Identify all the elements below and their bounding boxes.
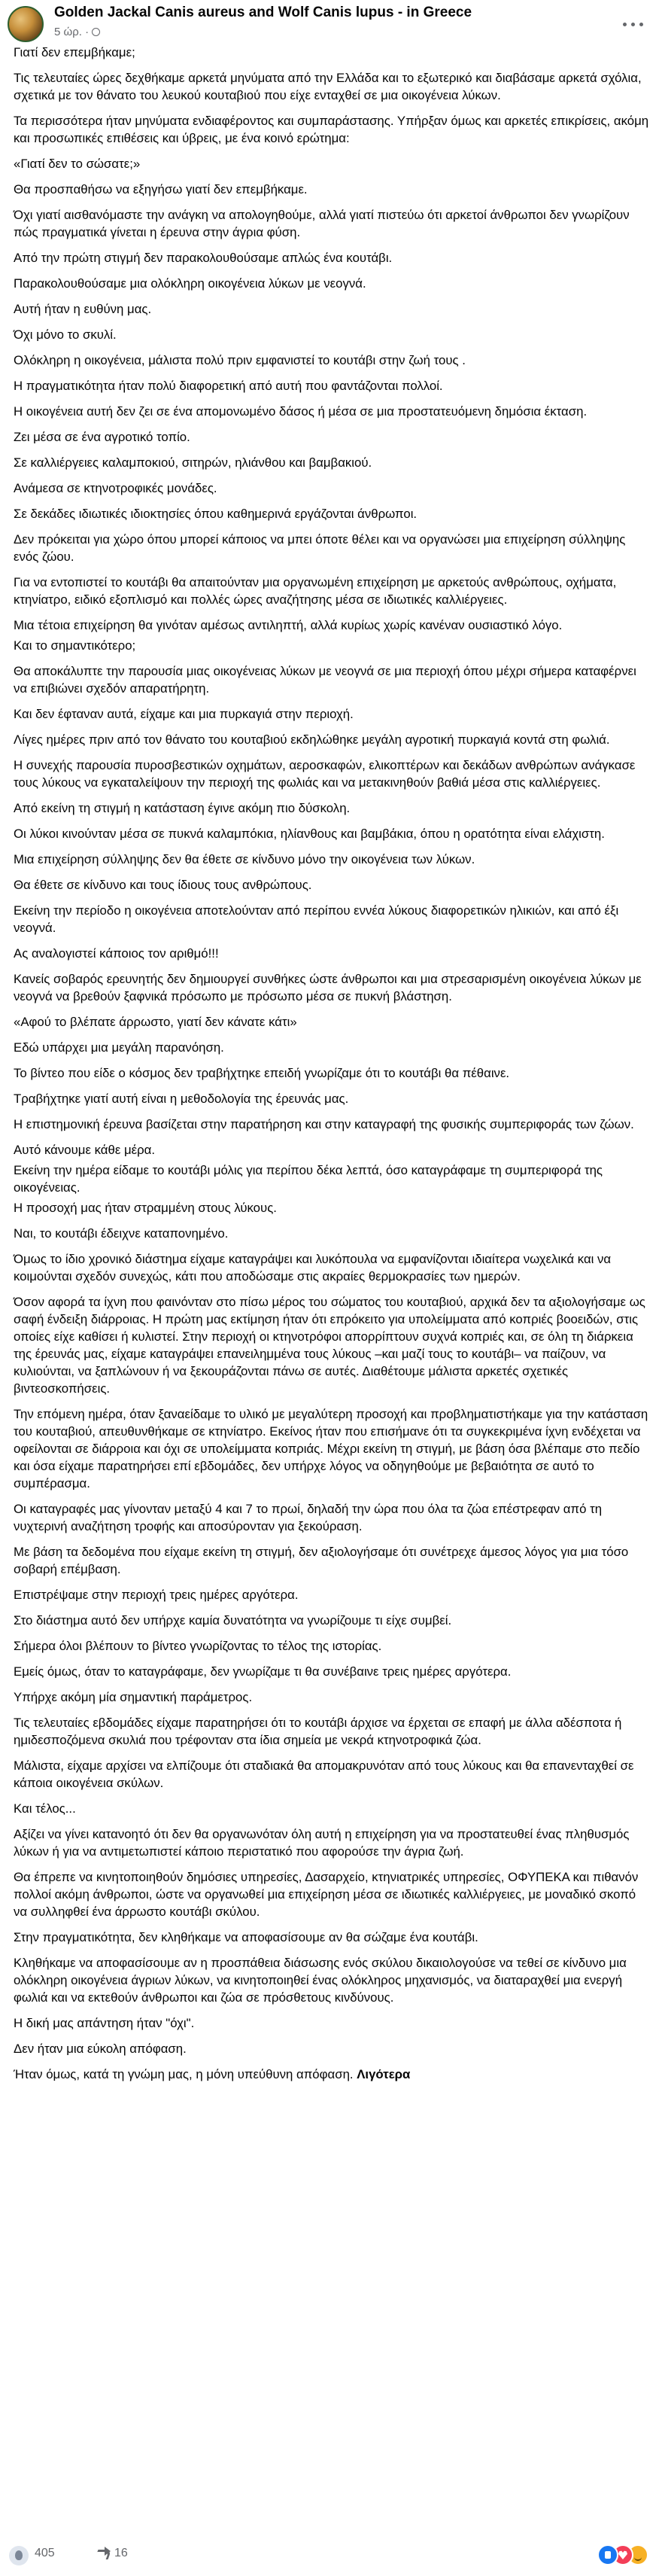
post-paragraph: Τις τελευταίες ώρες δεχθήκαμε αρκετά μηνύματα από την Ελλάδα και το εξωτερικό και διαβάσαμε αρκετά σχόλια, σχετικά με τον θάνατο του λευκού κουταβιού που είχε ενταχθεί σε μια οικογένεια λύκων. (14, 71, 642, 102)
post-paragraph: Όχι μόνο το σκυλί. (14, 327, 117, 342)
post-paragraph: Παρακολουθούσαμε μια ολόκληρη οικογένεια λύκων με νεογνά. (14, 276, 366, 291)
post-paragraph: Και το σημαντικότερο; (14, 638, 136, 653)
post-paragraph: Η οικογένεια αυτή δεν ζει σε ένα απομονωμένο δάσος ή μέσα σε μια προστατευόμενη δημόσια έκταση. (14, 404, 588, 419)
post-time[interactable]: 5 ώρ. · (54, 26, 90, 38)
more-options-icon[interactable] (617, 11, 650, 38)
post-paragraph: Αξίζει να γίνει κατανοητό ότι δεν θα οργανωνόταν όλη αυτή η επιχείρηση για να προστατευθεί ένας πληθυσμός λύκων ή για να αντιμετωπιστεί κάποιο περιστατικό που αφορούσε την άγρια ζωή. (14, 1827, 630, 1859)
post-paragraph: Όχι γιατί αισθανόμαστε την ανάγκη να απολογηθούμε, αλλά γιατί πιστεύω ότι αρκετοί άνθρωποι δεν γνωρίζουν πώς πραγματικά γίνεται η έρευνα στην άγρια φύση. (14, 208, 630, 239)
post-paragraph: Επιστρέψαμε στην περιοχή τρεις ημέρες αργότερα. (14, 1588, 299, 1602)
post-paragraph: Οι λύκοι κινούνταν μέσα σε πυκνά καλαμπόκια, ηλίανθους και βαμβάκια, όπου η ορατότητα είναι ελάχιστη. (14, 827, 605, 841)
post-paragraph: Γιατί δεν επεμβήκαμε; (14, 45, 135, 59)
post-paragraph: Εδώ υπάρχει μια μεγάλη παρανόηση. (14, 1040, 224, 1055)
post-paragraph: Για να εντοπιστεί το κουτάβι θα απαιτούνταν μια οργανωμένη επιχείρηση με αρκετούς ανθρώπους, οχήματα, κτηνίατρο, ειδικό εξοπλισμό και πολλές ώρες αναζήτησης μέσα σε ιδιωτικές καλλιέργειες. (14, 575, 617, 607)
post-paragraph: Θα έπρεπε να κινητοποιηθούν δημόσιες υπηρεσίες, Δασαρχείο, κτηνιατρικές υπηρεσίες, ΟΦΥΠΕΚΑ και πιθανόν πολλοί ακόμη άνθρωποι, ώστε να οργανωθεί μια επιχείρηση μέσα σε ιδιωτικές καλλιέργειες, με μοναδικό σκοπό να συλληφθεί ένα άρρωστο κουτάβι σκύλου. (14, 1870, 639, 1919)
post-paragraph: Με βάση τα δεδομένα που είχαμε εκείνη τη στιγμή, δεν αξιολογήσαμε ότι συνέτρεχε άμεσος λόγος για μια τόσο σοβαρή επέμβαση. (14, 1545, 629, 1576)
post-paragraph: Η συνεχής παρουσία πυροσβεστικών οχημάτων, αεροσκαφών, ελικοπτέρων και δεκάδων ανθρώπων ανάγκασε τους λύκους να εγκαταλείψουν την περιοχή της φωλιάς και να μετακινηθούν βαθιά μέσα στις καλλιέργειες. (14, 758, 636, 790)
post-paragraph: Οι καταγραφές μας γίνονταν μεταξύ 4 και 7 το πρωί, δηλαδή την ώρα που όλα τα ζώα επέστρεφαν από τη νυχτερινή αναζήτηση τροφής και αποσύρονταν για ξεκούραση. (14, 1502, 603, 1533)
post-last-paragraph (14, 2066, 650, 2083)
post-paragraph: Στην πραγματικότητα, δεν κληθήκαμε να αποφασίσουμε αν θα σώζαμε ένα κουτάβι. (14, 1930, 478, 1944)
post-paragraph: Το βίντεο που είδε ο κόσμος δεν τραβήχτηκε επειδή γνωρίζαμε ότι το κουτάβι θα πέθαινε. (14, 1066, 510, 1080)
post-paragraph: Ας αναλογιστεί κάποιος τον αριθμό!!! (14, 946, 219, 961)
post-paragraph: «Γιατί δεν το σώσατε;» (14, 157, 141, 171)
post-paragraph: Τις τελευταίες εβδομάδες είχαμε παρατηρήσει ότι το κουτάβι άρχισε να έρχεται σε επαφή με άλλα αδέσποτα ή ημιδεσποζόμενα σκυλιά που τρέφονταν στα ίδια σημεία με νεκρά κτηνοτροφικά ζώα. (14, 1716, 622, 1747)
post-paragraph: Θα αποκάλυπτε την παρουσία μιας οικογένειας λύκων με νεογνά σε μια περιοχή όπου μέχρι σήμερα καταφέρνει να επιβιώνει σχεδόν απαρατήρητη. (14, 664, 636, 696)
post-paragraph: Και δεν έφταναν αυτά, είχαμε και μια πυρκαγιά στην περιοχή. (14, 707, 354, 721)
reaction-icon[interactable] (9, 2546, 29, 2565)
post-paragraph: Ανάμεσα σε κτηνοτροφικές μονάδες. (14, 481, 217, 495)
post-paragraph: Τραβήχτηκε γιατί αυτή είναι η μεθοδολογία της έρευνάς μας. (14, 1092, 349, 1106)
post-paragraph: Σήμερα όλοι βλέπουν το βίντεο γνωρίζοντας το τέλος της ιστορίας. (14, 1639, 382, 1653)
like-emoji-icon (597, 2544, 618, 2565)
post-paragraph: Η πραγματικότητα ήταν πολύ διαφορετική από αυτή που φαντάζονται πολλοί. (14, 379, 443, 393)
post-paragraph: «Αφού το βλέπατε άρρωστο, γιατί δεν κάνατε κάτι» (14, 1015, 297, 1029)
post-paragraph: Από εκείνη τη στιγμή η κατάσταση έγινε ακόμη πιο δύσκολη. (14, 801, 351, 815)
post-paragraph: Στο διάστημα αυτό δεν υπήρχε καμία δυνατότητα να γνωρίζουμε τι είχε συμβεί. (14, 1613, 452, 1628)
post-paragraph: Λίγες ημέρες πριν από τον θάνατο του κουταβιού εκδηλώθηκε μεγάλη αγροτική πυρκαγιά κοντά στη φωλιά. (14, 732, 610, 747)
post-paragraph: Μια τέτοια επιχείρηση θα γινόταν αμέσως αντιληπτή, αλλά κυρίως χωρίς κανέναν ουσιαστικό λόγο. (14, 618, 563, 632)
last-line-text: Ήταν όμως, κατά τη γνώμη μας, η μόνη υπεύθυνη απόφαση. (14, 2067, 354, 2081)
post-paragraph: Ολόκληρη η οικογένεια, μάλιστα πολύ πριν εμφανιστεί το κουτάβι στην ζωή τους . (14, 353, 466, 367)
post-meta (54, 26, 100, 38)
post-paragraph: Εκείνη την περίοδο η οικογένεια αποτελούνταν από περίπου εννέα λύκους διαφορετικών ηλικιών, και από έξι νεογνά. (14, 903, 619, 935)
group-avatar[interactable] (8, 6, 44, 42)
post-paragraph: Δεν πρόκειται για χώρο όπου μπορεί κάποιος να μπει όποτε θέλει και να οργανώσει μια επιχείρηση σύλληψης ενός ζώου. (14, 532, 626, 564)
post-paragraph: Σε καλλιέργειες καλαμποκιού, σιτηρών, ηλιάνθου και βαμβακιού. (14, 455, 372, 470)
post-paragraph: Η προσοχή μας ήταν στραμμένη στους λύκους. (14, 1201, 277, 1215)
post-paragraph: Μάλιστα, είχαμε αρχίσει να ελπίζουμε ότι σταδιακά θα απομακρυνόταν από τους λύκους και θα επανενταχθεί σε κάποια οικογένεια σκύλων. (14, 1758, 634, 1790)
post-paragraph: Ναι, το κουτάβι έδειχνε καταπονημένο. (14, 1226, 229, 1241)
group-name[interactable]: Golden Jackal Canis aureus and Wolf Canis lupus - in Greece (54, 5, 472, 20)
post-paragraph: Δεν ήταν μια εύκολη απόφαση. (14, 2042, 187, 2056)
post-footer (0, 2537, 662, 2576)
post-paragraph: Όμως το ίδιο χρονικό διάστημα είχαμε καταγράψει και λυκόπουλα να εμφανίζονται ιδιαίτερα νωχελικά και να κοιμούνται σχεδόν συνεχώς, κάτι που αποδώσαμε στις ακραίες θερμοκρασίες των ημερών. (14, 1252, 612, 1283)
post-paragraph: Θα έθετε σε κίνδυνο και τους ίδιους τους ανθρώπους. (14, 878, 312, 892)
reaction-count[interactable]: 405 (35, 2547, 55, 2559)
see-less-link[interactable]: Λιγότερα (357, 2067, 411, 2081)
post-body (14, 44, 650, 2091)
post-paragraph: Η δική μας απάντηση ήταν "όχι". (14, 2016, 195, 2030)
post-paragraph: Θα προσπαθήσω να εξηγήσω γιατί δεν επεμβήκαμε. (14, 182, 308, 196)
post-paragraph: Εκείνη την ημέρα είδαμε το κουτάβι μόλις για περίπου δέκα λεπτά, όσο καταγράφαμε τη συμπεριφορά της οικογένειας. (14, 1163, 603, 1195)
post-paragraph: Ζει μέσα σε ένα αγροτικό τοπίο. (14, 430, 190, 444)
post-paragraph: Από την πρώτη στιγμή δεν παρακολουθούσαμε απλώς ένα κουτάβι. (14, 251, 393, 265)
post-paragraph: Εμείς όμως, όταν το καταγράφαμε, δεν γνωρίζαμε τι θα συνέβαινε τρεις ημέρες αργότερα. (14, 1664, 512, 1679)
post-paragraph: Κληθήκαμε να αποφασίσουμε αν η προσπάθεια διάσωσης ενός σκύλου δικαιολογούσε να τεθεί σε κίνδυνο μια ολόκληρη οικογένεια άγριων λύκων, να κινητοποιηθεί ένας ολόκληρος μηχανισμός, να διαταραχθεί μια ενεργή φωλιά και να εκτεθούν άνθρωποι και ζώα σε πρόσθετους κινδύνους. (14, 1956, 627, 2005)
globe-icon (92, 28, 100, 36)
post-paragraph: Αυτό κάνουμε κάθε μέρα. (14, 1143, 156, 1157)
share-count[interactable]: 16 (114, 2547, 128, 2559)
post-paragraph: Τα περισσότερα ήταν μηνύματα ενδιαφέροντος και συμπαράστασης. Υπήρξαν όμως και αρκετές επικρίσεις, ακόμη και προσωπικές επιθέσεις και ύβρεις, με ένα κοινό ερώτημα: (14, 114, 649, 145)
share-icon[interactable] (95, 2546, 111, 2562)
post-paragraph: Υπήρχε ακόμη μία σημαντική παράμετρος. (14, 1690, 253, 1704)
post-paragraph: Κανείς σοβαρός ερευνητής δεν δημιουργεί συνθήκες ώστε άνθρωποι και μια στρεσαρισμένη οικογένεια λύκων με νεογνά να βρεθούν ξαφνικά πρόσωπο με πρόσωπο μέσα σε πυκνή βλάστηση. (14, 972, 642, 1003)
post-paragraph: Όσον αφορά τα ίχνη που φαινόνταν στο πίσω μέρος του σώματος του κουταβιού, αρχικά δεν τα αξιολογήσαμε ως σαφή ένδειξη διάρροιας. Η πρώτη μας εκτίμηση ήταν ότι επρόκειτο για υπολείμματα από κοπριές βοοειδών, στις οποίες είχε καθίσει ή κυλιστεί. Στην περιοχή οι κτηνοτρόφοι απορρίπτουν συχνά κοπριές και, σε όλη τη διάρκεια της έρευνάς μας, είχαμε καταγράψει επανειλημμένα τους λύκους –και μαζί τους το κουτάβι– να παίζουν, να κυλιούνται, να ξαπλώνουν ή να ξεκουράζονται πάνω σε αυτές. Διαθέτουμε μάλιστα αρκετές σχετικές βιντεοσκοπήσεις. (14, 1295, 645, 1396)
post-paragraph: Η επιστημονική έρευνα βασίζεται στην παρατήρηση και στην καταγραφή της φυσικής συμπεριφοράς των ζώων. (14, 1117, 634, 1131)
post-paragraph: Αυτή ήταν η ευθύνη μας. (14, 302, 152, 316)
post-paragraph: Την επόμενη ημέρα, όταν ξαναείδαμε το υλικό με μεγαλύτερη προσοχή και προβληματιστήκαμε για την κατάσταση του κουταβιού, απευθυνθήκαμε σε κτηνίατρο. Εκείνος ήταν που επισήμανε ότι τα συγκεκριμένα ίχνη ενδέχεται να οφείλονται σε διάρροια και όχι σε υπολείμματα κοπριάς. Μέχρι εκείνη τη στιγμή, με βάση όσα βλέπαμε στο πεδίο και όσα είχαμε παρατηρήσει επί εβδομάδες, δεν υπήρχε λόγος να οδηγηθούμε με βεβαιότητα σε αυτό το συμπέρασμα. (14, 1407, 648, 1490)
post-paragraph: Σε δεκάδες ιδιωτικές ιδιοκτησίες όπου καθημερινά εργάζονται άνθρωποι. (14, 507, 418, 521)
post-paragraph: Μια επιχείρηση σύλληψης δεν θα έθετε σε κίνδυνο μόνο την οικογένεια των λύκων. (14, 852, 475, 866)
post-paragraph: Και τέλος... (14, 1801, 76, 1816)
